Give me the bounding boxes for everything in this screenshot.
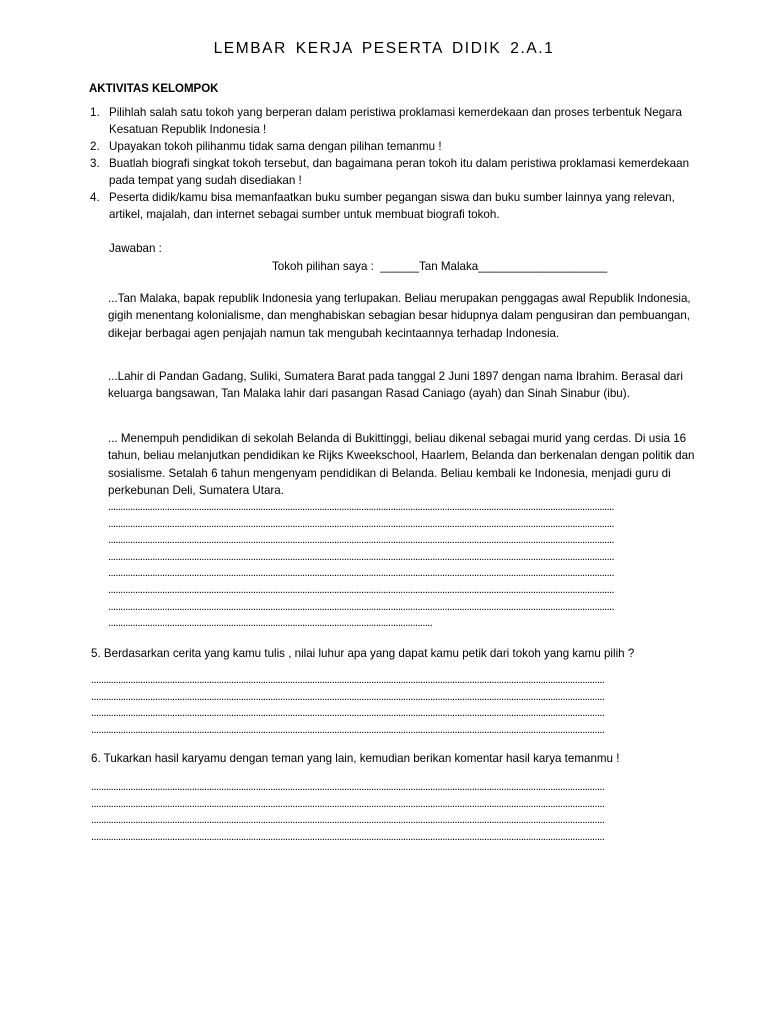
instruction-number: 4. xyxy=(90,191,100,204)
instruction-item xyxy=(90,104,700,138)
instruction-item xyxy=(90,155,700,189)
dotted-answer-line: ................................................................................................................................................................................................................. xyxy=(91,707,605,720)
answer-lines-question-6 xyxy=(91,779,685,845)
dotted-answer-line: ................................................................................................................................................................................................................. xyxy=(91,830,605,843)
dotted-answer-line: .............................................................................................................................................................................................................. xyxy=(108,517,614,530)
instruction-item xyxy=(90,189,700,223)
document-title: LEMBAR KERJA PESERTA DIDIK 2.A.1 xyxy=(213,40,555,57)
instruction-number: 1. xyxy=(90,106,100,119)
biography-paragraph: ...Tan Malaka, bapak republik Indonesia yang terlupakan. Beliau merupakan penggagas awal Republik Indonesia, gigih menentang kolonialisme, dan menghabiskan sebagian besar hidupnya dalam pengusiran dan pembuangan, dikejar berbagai agen penjajah namun tak mengubah kecintaannya terhadap Indonesia. xyxy=(108,292,691,340)
instruction-item xyxy=(90,138,700,155)
dotted-answer-line: ................................................................................................................................................................................................................. xyxy=(91,723,605,736)
instruction-text: Upayakan tokoh pilihanmu tidak sama dengan pilihan temanmu ! xyxy=(109,140,442,153)
chosen-figure-line: Tokoh pilihan saya : ______Tan Malaka____________________ xyxy=(272,260,608,273)
dotted-answer-line: .............................................................................................................................................................................................................. xyxy=(108,600,614,613)
instruction-number: 2. xyxy=(90,140,100,153)
dotted-answer-line: ................................................................................................................................................................................................................. xyxy=(91,781,605,793)
answer-lines-biography xyxy=(108,499,692,632)
question-6: 6. Tukarkan hasil karyamu dengan teman yang lain, kemudian berikan komentar hasil karya temanmu ! xyxy=(91,752,620,765)
instruction-list xyxy=(90,104,700,223)
dotted-answer-line: .................................................................................................................................... xyxy=(108,617,433,630)
instruction-text: Peserta didik/kamu bisa memanfaatkan buku sumber pegangan siswa dan buku sumber lainnya yang relevan, artikel, majalah, dan internet sebagai sumber untuk membuat biografi tokoh. xyxy=(109,191,675,221)
instruction-text: Buatlah biografi singkat tokoh tersebut, dan bagaimana peran tokoh itu dalam peristiwa proklamasi kemerdekaan pada tempat yang sudah disediakan ! xyxy=(109,157,690,187)
dotted-answer-line: ................................................................................................................................................................................................................. xyxy=(91,690,605,703)
dotted-answer-line: ................................................................................................................................................................................................................. xyxy=(91,797,605,810)
dotted-answer-line: .............................................................................................................................................................................................................. xyxy=(108,567,614,580)
instruction-number: 3. xyxy=(90,157,100,170)
dotted-answer-line: .............................................................................................................................................................................................................. xyxy=(108,534,614,547)
answer-lines-question-5 xyxy=(91,672,685,738)
instruction-text: Pilihlah salah satu tokoh yang berperan dalam peristiwa proklamasi kemerdekaan dan proses terbentuk Negara Kesatuan Republik Indonesia ! xyxy=(109,106,682,136)
dotted-answer-line: ................................................................................................................................................................................................................. xyxy=(91,674,605,686)
dotted-answer-line: ................................................................................................................................................................................................................. xyxy=(91,814,605,827)
biography-paragraph: ... Menempuh pendidikan di sekolah Belanda di Bukittinggi, beliau dikenal sebagai murid yang cerdas. Di usia 16 tahun, beliau melanjutkan pendidikan ke Rijks Kweekschool, Haarlem, Belanda dan berkenalan dengan politik dan sosialisme. Setalah 6 tahun mengenyam pendidikan di Belanda. Beliau kembali ke Indonesia, menjadi guru di perkebunan Deli, Sumatera Utara. xyxy=(108,432,695,498)
biography-paragraph: ...Lahir di Pandan Gadang, Suliki, Sumatera Barat pada tanggal 2 Juni 1897 dengan nama Ibrahim. Berasal dari keluarga bangsawan, Tan Malaka lahir dari pasangan Rasad Caniago (ayah) dan Sinah Sinabur (ibu). xyxy=(108,370,683,401)
dotted-answer-line: .............................................................................................................................................................................................................. xyxy=(108,501,614,513)
question-5: 5. Berdasarkan cerita yang kamu tulis , nilai luhur apa yang dapat kamu petik dari tokoh yang kamu pilih ? xyxy=(91,647,635,660)
dotted-answer-line: .............................................................................................................................................................................................................. xyxy=(108,550,614,563)
answer-label: Jawaban : xyxy=(109,242,162,255)
section-heading: AKTIVITAS KELOMPOK xyxy=(89,83,219,95)
dotted-answer-line: .............................................................................................................................................................................................................. xyxy=(108,583,614,596)
